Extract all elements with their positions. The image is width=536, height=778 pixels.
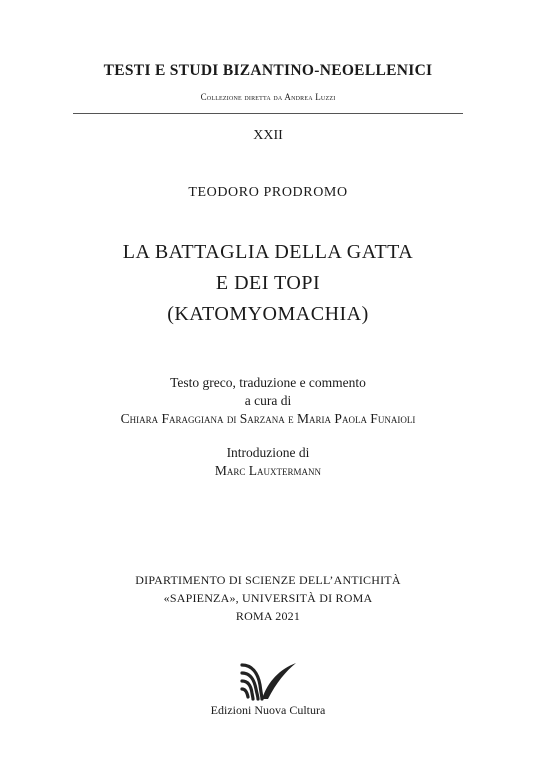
- publisher-logo-icon: [238, 659, 302, 703]
- volume-number: XXII: [253, 128, 283, 143]
- contents-description: Testo greco, traduzione e commento: [170, 375, 366, 390]
- institution-university: «SAPIENZA», UNIVERSITÀ DI ROMA: [163, 591, 373, 605]
- author-name: TEODORO PRODROMO: [188, 185, 348, 200]
- title-line-1: LA BATTAGLIA DELLA GATTA: [122, 241, 414, 263]
- series-title: TESTI E STUDI BIZANTINO-NEOELLENICI: [103, 62, 433, 79]
- publisher-name: Edizioni Nuova Cultura: [210, 703, 326, 717]
- curated-by-label: a cura di: [244, 393, 292, 408]
- introduction-label: Introduzione di: [226, 445, 310, 460]
- institution-department: DIPARTIMENTO DI SCIENZE DELL’ANTICHITÀ: [135, 573, 401, 587]
- introduction-author: Marc Lauxtermann: [214, 463, 322, 478]
- header-divider: [73, 113, 463, 114]
- title-line-2: E DEI TOPI: [215, 272, 321, 294]
- series-editor: Collezione diretta da Andrea Luzzi: [200, 92, 336, 102]
- publication-place-year: ROMA 2021: [235, 609, 301, 623]
- title-line-3: (KATOMYOMACHIA): [167, 303, 369, 325]
- editors-names: Chiara Faraggiana di Sarzana e Maria Paola Funaioli: [120, 411, 416, 426]
